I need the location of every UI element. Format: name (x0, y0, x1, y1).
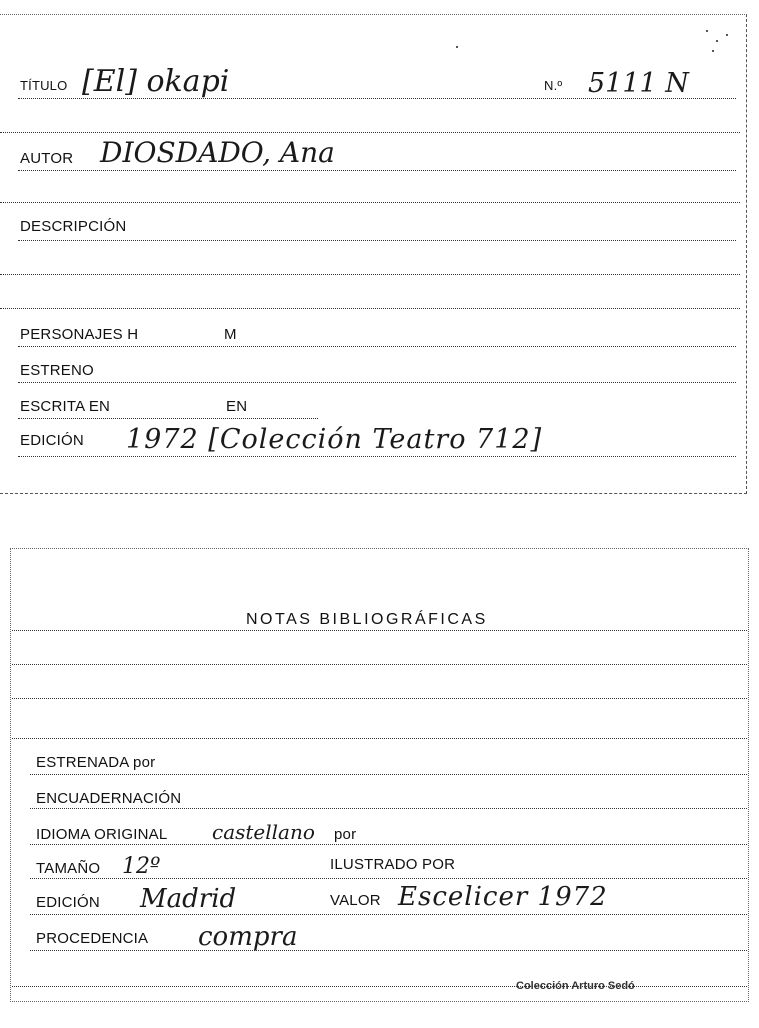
rule-procedencia (30, 950, 747, 951)
estreno-label: ESTRENO (20, 362, 94, 379)
speck (712, 50, 714, 52)
rule-bottom (12, 986, 747, 987)
personajes-label: PERSONAJES H (20, 326, 139, 343)
rule-escrita (18, 418, 318, 419)
edicion-label: EDICIÓN (20, 432, 84, 449)
procedencia-value: compra (198, 922, 298, 952)
idioma-label: IDIOMA ORIGINAL (36, 826, 168, 843)
collection-footer: Colección Arturo Sedó (516, 980, 635, 992)
rule-edicion-back (30, 914, 747, 915)
edicion-value: 1972 [Colección Teatro 712] (126, 424, 543, 455)
rule-notas (12, 630, 747, 631)
rule-blank-3 (0, 274, 740, 275)
edicion-back-value: Madrid (140, 884, 237, 914)
rule-idioma (30, 844, 747, 845)
numero-value: 5111 N (588, 68, 689, 99)
valor-label: VALOR (330, 892, 381, 909)
rule-blank-5 (12, 664, 747, 665)
escrita-en-label: EN (226, 398, 248, 415)
rule-estrenada (30, 774, 747, 775)
rule-blank-4 (0, 308, 740, 309)
notas-heading: NOTAS BIBLIOGRÁFICAS (246, 611, 488, 628)
ilustrado-label: ILUSTRADO POR (330, 856, 456, 873)
rule-estreno (18, 382, 736, 383)
rule-blank-6 (12, 698, 747, 699)
idioma-por-label: por (334, 826, 357, 843)
procedencia-label: PROCEDENCIA (36, 930, 149, 947)
rule-autor (18, 170, 736, 171)
tamano-label: TAMAÑO (36, 860, 101, 877)
tamano-value: 12º (122, 854, 161, 879)
speck (726, 34, 728, 36)
valor-value: Escelicer 1972 (398, 882, 608, 912)
rule-blank-2 (0, 202, 740, 203)
idioma-value: castellano (212, 820, 315, 844)
autor-value: DIOSDADO, Ana (100, 136, 335, 169)
speck (716, 40, 718, 42)
speck (456, 46, 458, 48)
rule-blank-1 (0, 132, 740, 133)
numero-label: N.º (544, 78, 563, 93)
titulo-label: TÍTULO (20, 78, 68, 93)
encuadernacion-label: ENCUADERNACIÓN (36, 790, 182, 807)
escrita-label: ESCRITA EN (20, 398, 111, 415)
descripcion-label: DESCRIPCIÓN (20, 218, 127, 235)
rule-encuadernacion (30, 808, 747, 809)
titulo-value: [El] okapi (82, 64, 230, 99)
rule-blank-7 (12, 738, 747, 739)
rule-descripcion (18, 240, 736, 241)
rule-personajes (18, 346, 736, 347)
speck (706, 30, 708, 32)
personajes-m-label: M (224, 326, 237, 343)
autor-label: AUTOR (20, 150, 74, 167)
edicion-back-label: EDICIÓN (36, 894, 100, 911)
estrenada-label: ESTRENADA por (36, 754, 156, 771)
rule-edicion (18, 456, 736, 457)
